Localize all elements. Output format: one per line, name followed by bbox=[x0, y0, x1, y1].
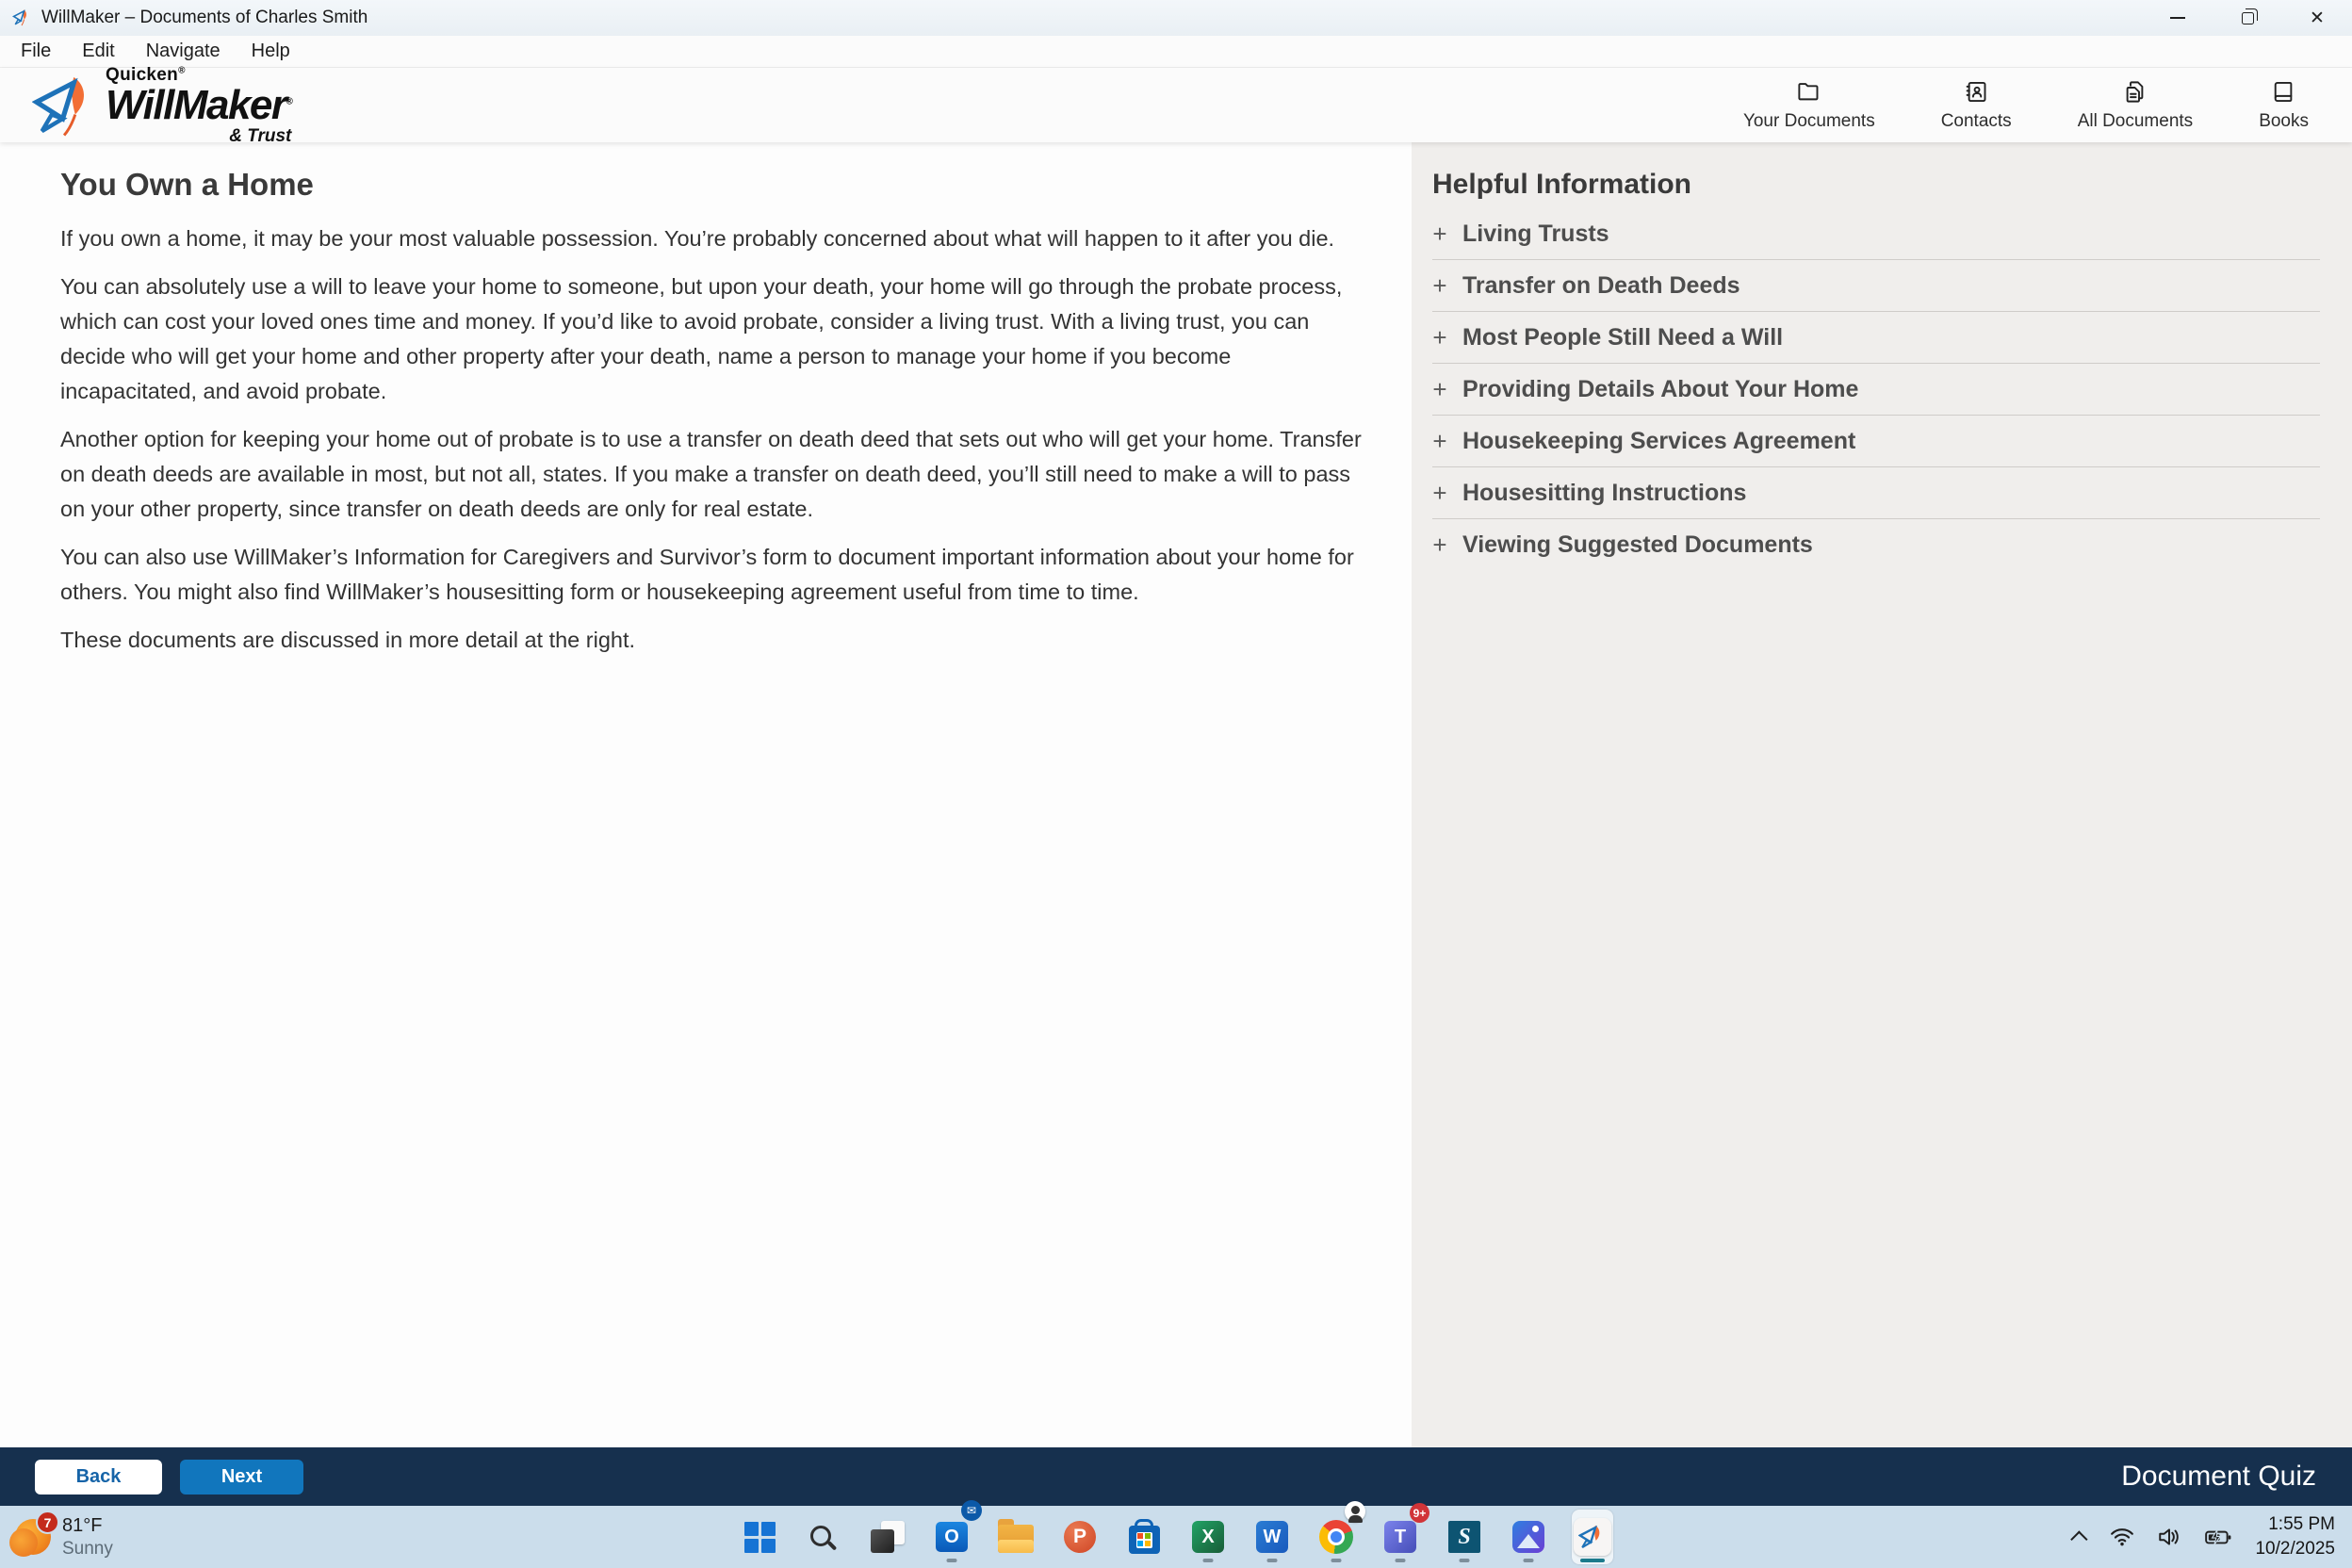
close-icon: ✕ bbox=[2310, 8, 2325, 28]
snagit-icon: S bbox=[1448, 1521, 1480, 1553]
next-button[interactable]: Next bbox=[180, 1460, 303, 1494]
nav-books-label: Books bbox=[2259, 110, 2309, 131]
taskbar-excel[interactable] bbox=[1187, 1510, 1229, 1564]
taskbar-file-explorer[interactable] bbox=[995, 1510, 1037, 1564]
start-button[interactable] bbox=[739, 1510, 780, 1564]
file-explorer-icon bbox=[998, 1525, 1034, 1553]
photos-icon bbox=[1512, 1521, 1544, 1553]
taskbar-word[interactable] bbox=[1251, 1510, 1293, 1564]
accordion-housekeeping-services-agreement[interactable] bbox=[1432, 416, 2320, 467]
accordion-providing-details-about-your-home[interactable] bbox=[1432, 364, 2320, 416]
address-book-icon bbox=[1964, 79, 1989, 105]
page-title: You Own a Home bbox=[60, 167, 314, 202]
taskbar-powerpoint[interactable] bbox=[1059, 1510, 1101, 1564]
maximize-restore-button[interactable] bbox=[2213, 0, 2282, 36]
paragraph: These documents are discussed in more detail at the right. bbox=[60, 628, 636, 652]
expand-plus-icon: + bbox=[1432, 374, 1447, 403]
accordion-housesitting-instructions[interactable] bbox=[1432, 467, 2320, 519]
expand-plus-icon: + bbox=[1432, 531, 1447, 559]
running-indicator bbox=[947, 1559, 957, 1562]
taskbar-icons bbox=[739, 1506, 1613, 1568]
accordion-transfer-on-death-deeds[interactable] bbox=[1432, 260, 2320, 312]
running-indicator bbox=[1524, 1559, 1534, 1562]
running-indicator bbox=[1396, 1559, 1406, 1562]
running-indicator bbox=[1203, 1559, 1214, 1562]
willmaker-logo-icon bbox=[32, 74, 102, 137]
clock-date: 10/2/2025 bbox=[2255, 1539, 2335, 1559]
folder-icon bbox=[1796, 79, 1821, 105]
willmaker-logo bbox=[32, 66, 291, 145]
logo-reg-mark-2: ® bbox=[286, 95, 292, 106]
expand-plus-icon: + bbox=[1432, 426, 1447, 455]
expand-plus-icon: + bbox=[1432, 322, 1447, 351]
accordion-label: Living Trusts bbox=[1462, 220, 1609, 247]
weather-temperature: 81°F bbox=[62, 1514, 103, 1536]
nav-all-documents-label: All Documents bbox=[2077, 110, 2194, 131]
accordion-label: Viewing Suggested Documents bbox=[1462, 531, 1813, 558]
paragraph: You can also use WillMaker’s Information for Caregivers and Survivor’s form to document important information about your home for others. You might also find WillMaker’s housesitting form or housekeeping agreement useful from time to time. bbox=[60, 545, 1354, 604]
system-tray bbox=[2075, 1512, 2352, 1560]
document-quiz-label: Document Quiz bbox=[2121, 1461, 2316, 1492]
outlook-envelope-badge-icon: ✉ bbox=[961, 1500, 982, 1521]
menu-edit[interactable]: Edit bbox=[82, 41, 115, 61]
task-view-icon bbox=[871, 1521, 905, 1553]
logo-name: WillMaker bbox=[106, 81, 286, 128]
expand-plus-icon: + bbox=[1432, 270, 1447, 300]
running-indicator bbox=[1331, 1559, 1342, 1562]
nav-contacts[interactable] bbox=[1941, 79, 2012, 132]
active-window-indicator bbox=[1580, 1559, 1605, 1562]
taskbar-chrome[interactable] bbox=[1315, 1510, 1357, 1564]
clock-time: 1:55 PM bbox=[2268, 1514, 2335, 1535]
taskbar-snagit[interactable] bbox=[1444, 1510, 1485, 1564]
accordion-viewing-suggested-documents[interactable] bbox=[1432, 519, 2320, 571]
running-indicator bbox=[1267, 1559, 1278, 1562]
accordion-living-trusts[interactable] bbox=[1432, 208, 2320, 260]
menu-bar bbox=[0, 36, 2352, 68]
battery-charging-icon[interactable] bbox=[2204, 1527, 2232, 1547]
running-indicator bbox=[1460, 1559, 1470, 1562]
nav-contacts-label: Contacts bbox=[1940, 110, 2012, 131]
window-title: WillMaker – Documents of Charles Smith bbox=[41, 8, 368, 27]
excel-icon: X bbox=[1192, 1521, 1224, 1553]
accordion-label: Housesitting Instructions bbox=[1462, 479, 1747, 506]
expand-plus-icon: + bbox=[1432, 478, 1447, 507]
logo-reg-mark: ® bbox=[178, 65, 186, 76]
taskbar-teams[interactable] bbox=[1380, 1506, 1427, 1564]
title-bar bbox=[0, 0, 2352, 36]
sun-weather-icon bbox=[15, 1514, 52, 1555]
nav-your-documents-label: Your Documents bbox=[1742, 110, 1875, 131]
logo-tagline: & Trust bbox=[229, 125, 292, 146]
microsoft-store-icon bbox=[1129, 1526, 1160, 1554]
restore-icon bbox=[2242, 12, 2254, 24]
weather-widget[interactable] bbox=[0, 1514, 113, 1560]
accordion-label: Housekeeping Services Agreement bbox=[1462, 427, 1856, 454]
logo-brand: Quicken bbox=[106, 64, 179, 85]
main-article bbox=[0, 142, 1412, 1447]
documents-icon bbox=[2122, 79, 2148, 105]
navigation-footer bbox=[0, 1447, 2352, 1506]
chrome-icon bbox=[1319, 1520, 1353, 1554]
accordion-label: Transfer on Death Deeds bbox=[1462, 271, 1740, 299]
accordion-label: Most People Still Need a Will bbox=[1462, 323, 1784, 351]
willmaker-taskbar-icon bbox=[1574, 1518, 1611, 1556]
menu-file[interactable]: File bbox=[21, 41, 52, 61]
back-button[interactable]: Back bbox=[35, 1460, 162, 1494]
outlook-icon: O bbox=[936, 1522, 968, 1552]
helpful-information-panel bbox=[1412, 142, 2352, 1447]
menu-help[interactable]: Help bbox=[251, 41, 290, 61]
task-view-button[interactable] bbox=[867, 1510, 908, 1564]
paragraph: If you own a home, it may be your most valuable possession. You’re probably concerned about what will happen to it after you die. bbox=[60, 226, 1335, 251]
volume-icon[interactable] bbox=[2157, 1527, 2181, 1547]
content-area bbox=[0, 142, 2352, 1447]
nav-books[interactable] bbox=[2259, 79, 2309, 132]
taskbar-clock[interactable] bbox=[2255, 1512, 2335, 1560]
weather-badge: 7 bbox=[36, 1511, 59, 1534]
app-icon bbox=[11, 8, 32, 28]
accordion-most-people-still-need-a-will[interactable] bbox=[1432, 312, 2320, 364]
wifi-icon[interactable] bbox=[2110, 1527, 2134, 1547]
chrome-profile-badge-icon bbox=[1345, 1501, 1365, 1522]
app-header bbox=[0, 64, 2352, 146]
header-nav bbox=[1743, 79, 2309, 132]
paragraph: Another option for keeping your home out of probate is to use a transfer on death deed that sets out who will get your home. Transfer on death deeds are available in most, but not all, states. If you make a transfer on death deed, you’ll still need to make a will to pass on your other property, since transfer on death deeds are only for real estate. bbox=[60, 427, 1362, 521]
nav-your-documents[interactable] bbox=[1743, 79, 1875, 132]
expand-plus-icon: + bbox=[1432, 219, 1447, 248]
teams-notification-badge: 9+ bbox=[1410, 1503, 1429, 1523]
powerpoint-icon: P bbox=[1064, 1521, 1096, 1553]
taskbar-willmaker-active[interactable] bbox=[1572, 1510, 1613, 1564]
minimize-button[interactable] bbox=[2143, 0, 2213, 36]
accordion-label: Providing Details About Your Home bbox=[1462, 375, 1859, 402]
search-icon bbox=[810, 1526, 831, 1546]
teams-icon: T bbox=[1384, 1521, 1416, 1553]
windows-taskbar bbox=[0, 1506, 2352, 1568]
word-icon: W bbox=[1256, 1521, 1288, 1553]
taskbar-photos[interactable] bbox=[1508, 1510, 1549, 1564]
menu-navigate[interactable]: Navigate bbox=[145, 41, 220, 61]
close-button[interactable] bbox=[2282, 0, 2352, 36]
taskbar-microsoft-store[interactable] bbox=[1123, 1510, 1165, 1564]
tray-overflow-chevron-icon[interactable] bbox=[2071, 1530, 2088, 1547]
book-icon bbox=[2271, 79, 2296, 105]
weather-condition: Sunny bbox=[62, 1538, 113, 1559]
nav-all-documents[interactable] bbox=[2078, 79, 2194, 132]
paragraph: You can absolutely use a will to leave your home to someone, but upon your death, your home will go through the probate process, which can cost your loved ones time and money. If you’d like to avoid probate, consider a living trust. With a living trust, you can decide who will get your home and other property after your death, name a person to manage your home if you become incapacitated, and avoid probate. bbox=[60, 274, 1343, 403]
taskbar-outlook[interactable] bbox=[931, 1504, 977, 1564]
sidebar-title: Helpful Information bbox=[1432, 169, 1691, 200]
windows-start-icon bbox=[744, 1522, 776, 1553]
minimize-icon bbox=[2170, 17, 2185, 19]
taskbar-search-button[interactable] bbox=[803, 1510, 844, 1564]
